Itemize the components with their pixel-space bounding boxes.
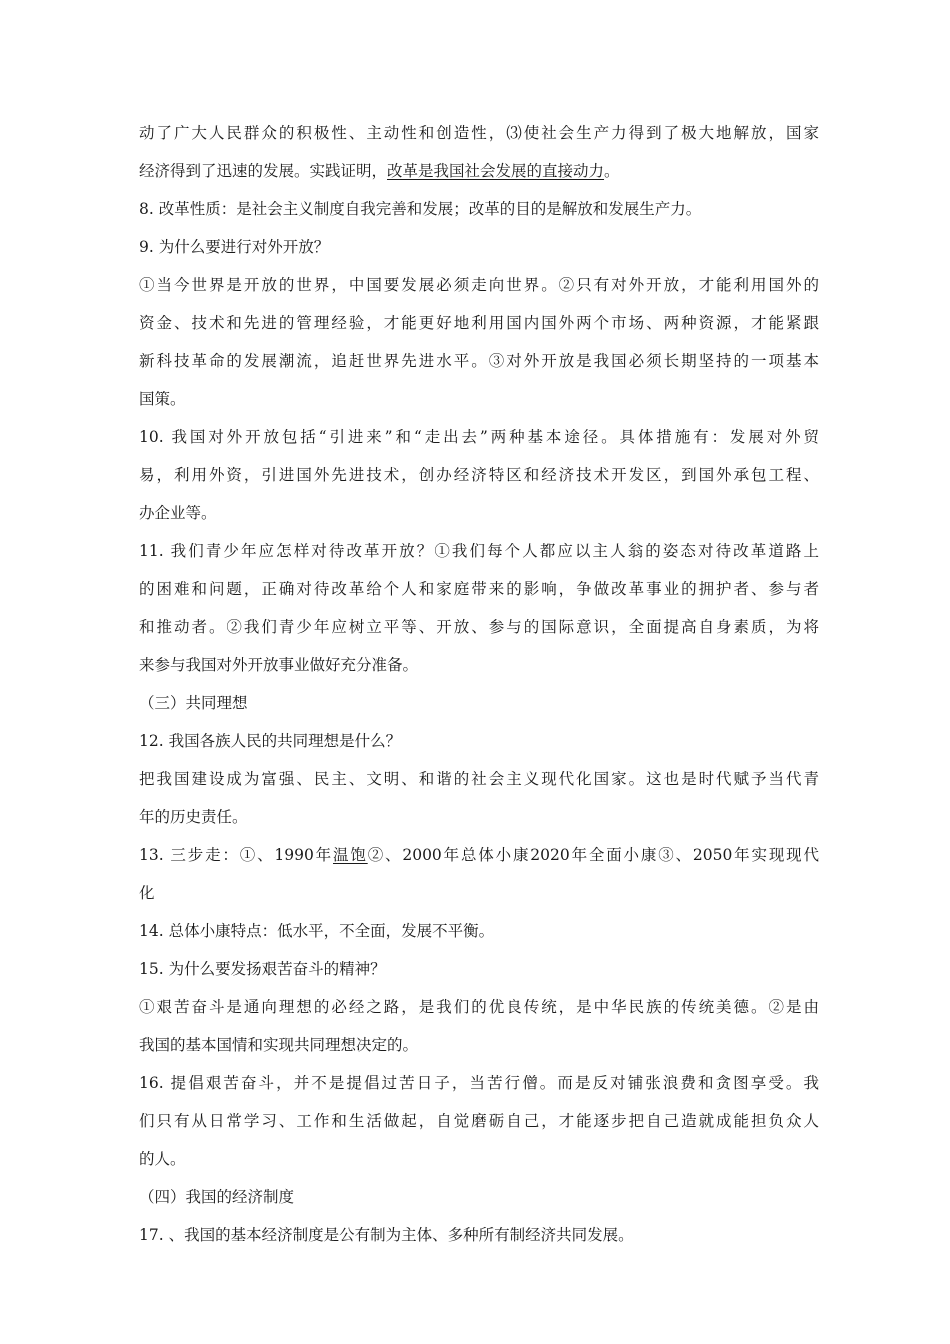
text-line: 把我国建设成为富强、民主、文明、和谐的社会主义现代化国家。这也是时代赋予当代青 [139,770,819,788]
underlined-text: 温饱 [333,846,368,864]
text-line: （三）共同理想 [139,694,248,712]
text-segment: 经济得到了迅速的发展。实践证明， [139,162,388,180]
text-line: 10. 我国对外开放包括“引进来”和“走出去”两种基本途径。具体措施有：发展对外贸 [139,428,819,446]
text-line: 和推动者。②我们青少年应树立平等、开放、参与的国际意识，全面提高自身素质，为将 [139,618,819,636]
text-line: 办企业等。 [139,504,217,522]
text-line: 年的历史责任。 [139,808,248,826]
text-line: 17. 、我国的基本经济制度是公有制为主体、多种所有制经济共同发展。 [139,1226,634,1244]
text-segment: ②、2000年总体小康2020年全面小康③、2050年实现现代 [367,846,819,864]
text-line: 11. 我们青少年应怎样对待改革开放？①我们每个人都应以主人翁的姿态对待改革道路上 [139,542,819,560]
text-line: 新科技革命的发展潮流，追赶世界先进水平。③对外开放是我国必须长期坚持的一项基本 [139,352,819,370]
text-line: （四）我国的经济制度 [139,1188,295,1206]
text-line: 的人。 [139,1150,186,1168]
text-segment: 13. 三步走：①、1990年 [139,846,334,864]
text-line: 资金、技术和先进的管理经验，才能更好地利用国内国外两个市场、两种资源，才能紧跟 [139,314,819,332]
text-line [139,836,819,874]
text-line: 来参与我国对外开放事业做好充分准备。 [139,656,419,674]
text-line: 我国的基本国情和实现共同理想决定的。 [139,1036,419,1054]
text-line: 易，利用外资，引进国外先进技术，创办经济特区和经济技术开发区，到国外承包工程、 [139,466,819,484]
text-line: 国策。 [139,390,186,408]
text-line: 15. 为什么要发扬艰苦奋斗的精神？ [139,960,386,978]
text-line: ①当今世界是开放的世界，中国要发展必须走向世界。②只有对外开放，才能利用国外的 [139,276,819,294]
text-segment: 。 [604,162,620,180]
text-line: 8. 改革性质：是社会主义制度自我完善和发展；改革的目的是解放和发展生产力。 [139,200,702,218]
text-line: 化 [139,884,155,902]
document-body [139,114,819,1254]
underlined-text: 改革是我国社会发展的直接动力 [387,162,605,180]
text-line: 12. 我国各族人民的共同理想是什么？ [139,732,402,750]
text-line: 16. 提倡艰苦奋斗，并不是提倡过苦日子，当苦行僧。而是反对铺张浪费和贪图享受。我 [139,1074,819,1092]
text-line: ①艰苦奋斗是通向理想的必经之路，是我们的优良传统，是中华民族的传统美德。②是由 [139,998,819,1016]
text-line: 动了广大人民群众的积极性、主动性和创造性，⑶使社会生产力得到了极大地解放，国家 [139,124,819,142]
text-line: 14. 总体小康特点：低水平，不全面，发展不平衡。 [139,922,495,940]
text-line [139,152,819,190]
text-line: 们只有从日常学习、工作和生活做起，自觉磨砺自己，才能逐步把自己造就成能担负众人 [139,1112,819,1130]
text-line: 9. 为什么要进行对外开放？ [139,238,330,256]
text-line: 的困难和问题，正确对待改革给个人和家庭带来的影响，争做改革事业的拥护者、参与者 [139,580,819,598]
